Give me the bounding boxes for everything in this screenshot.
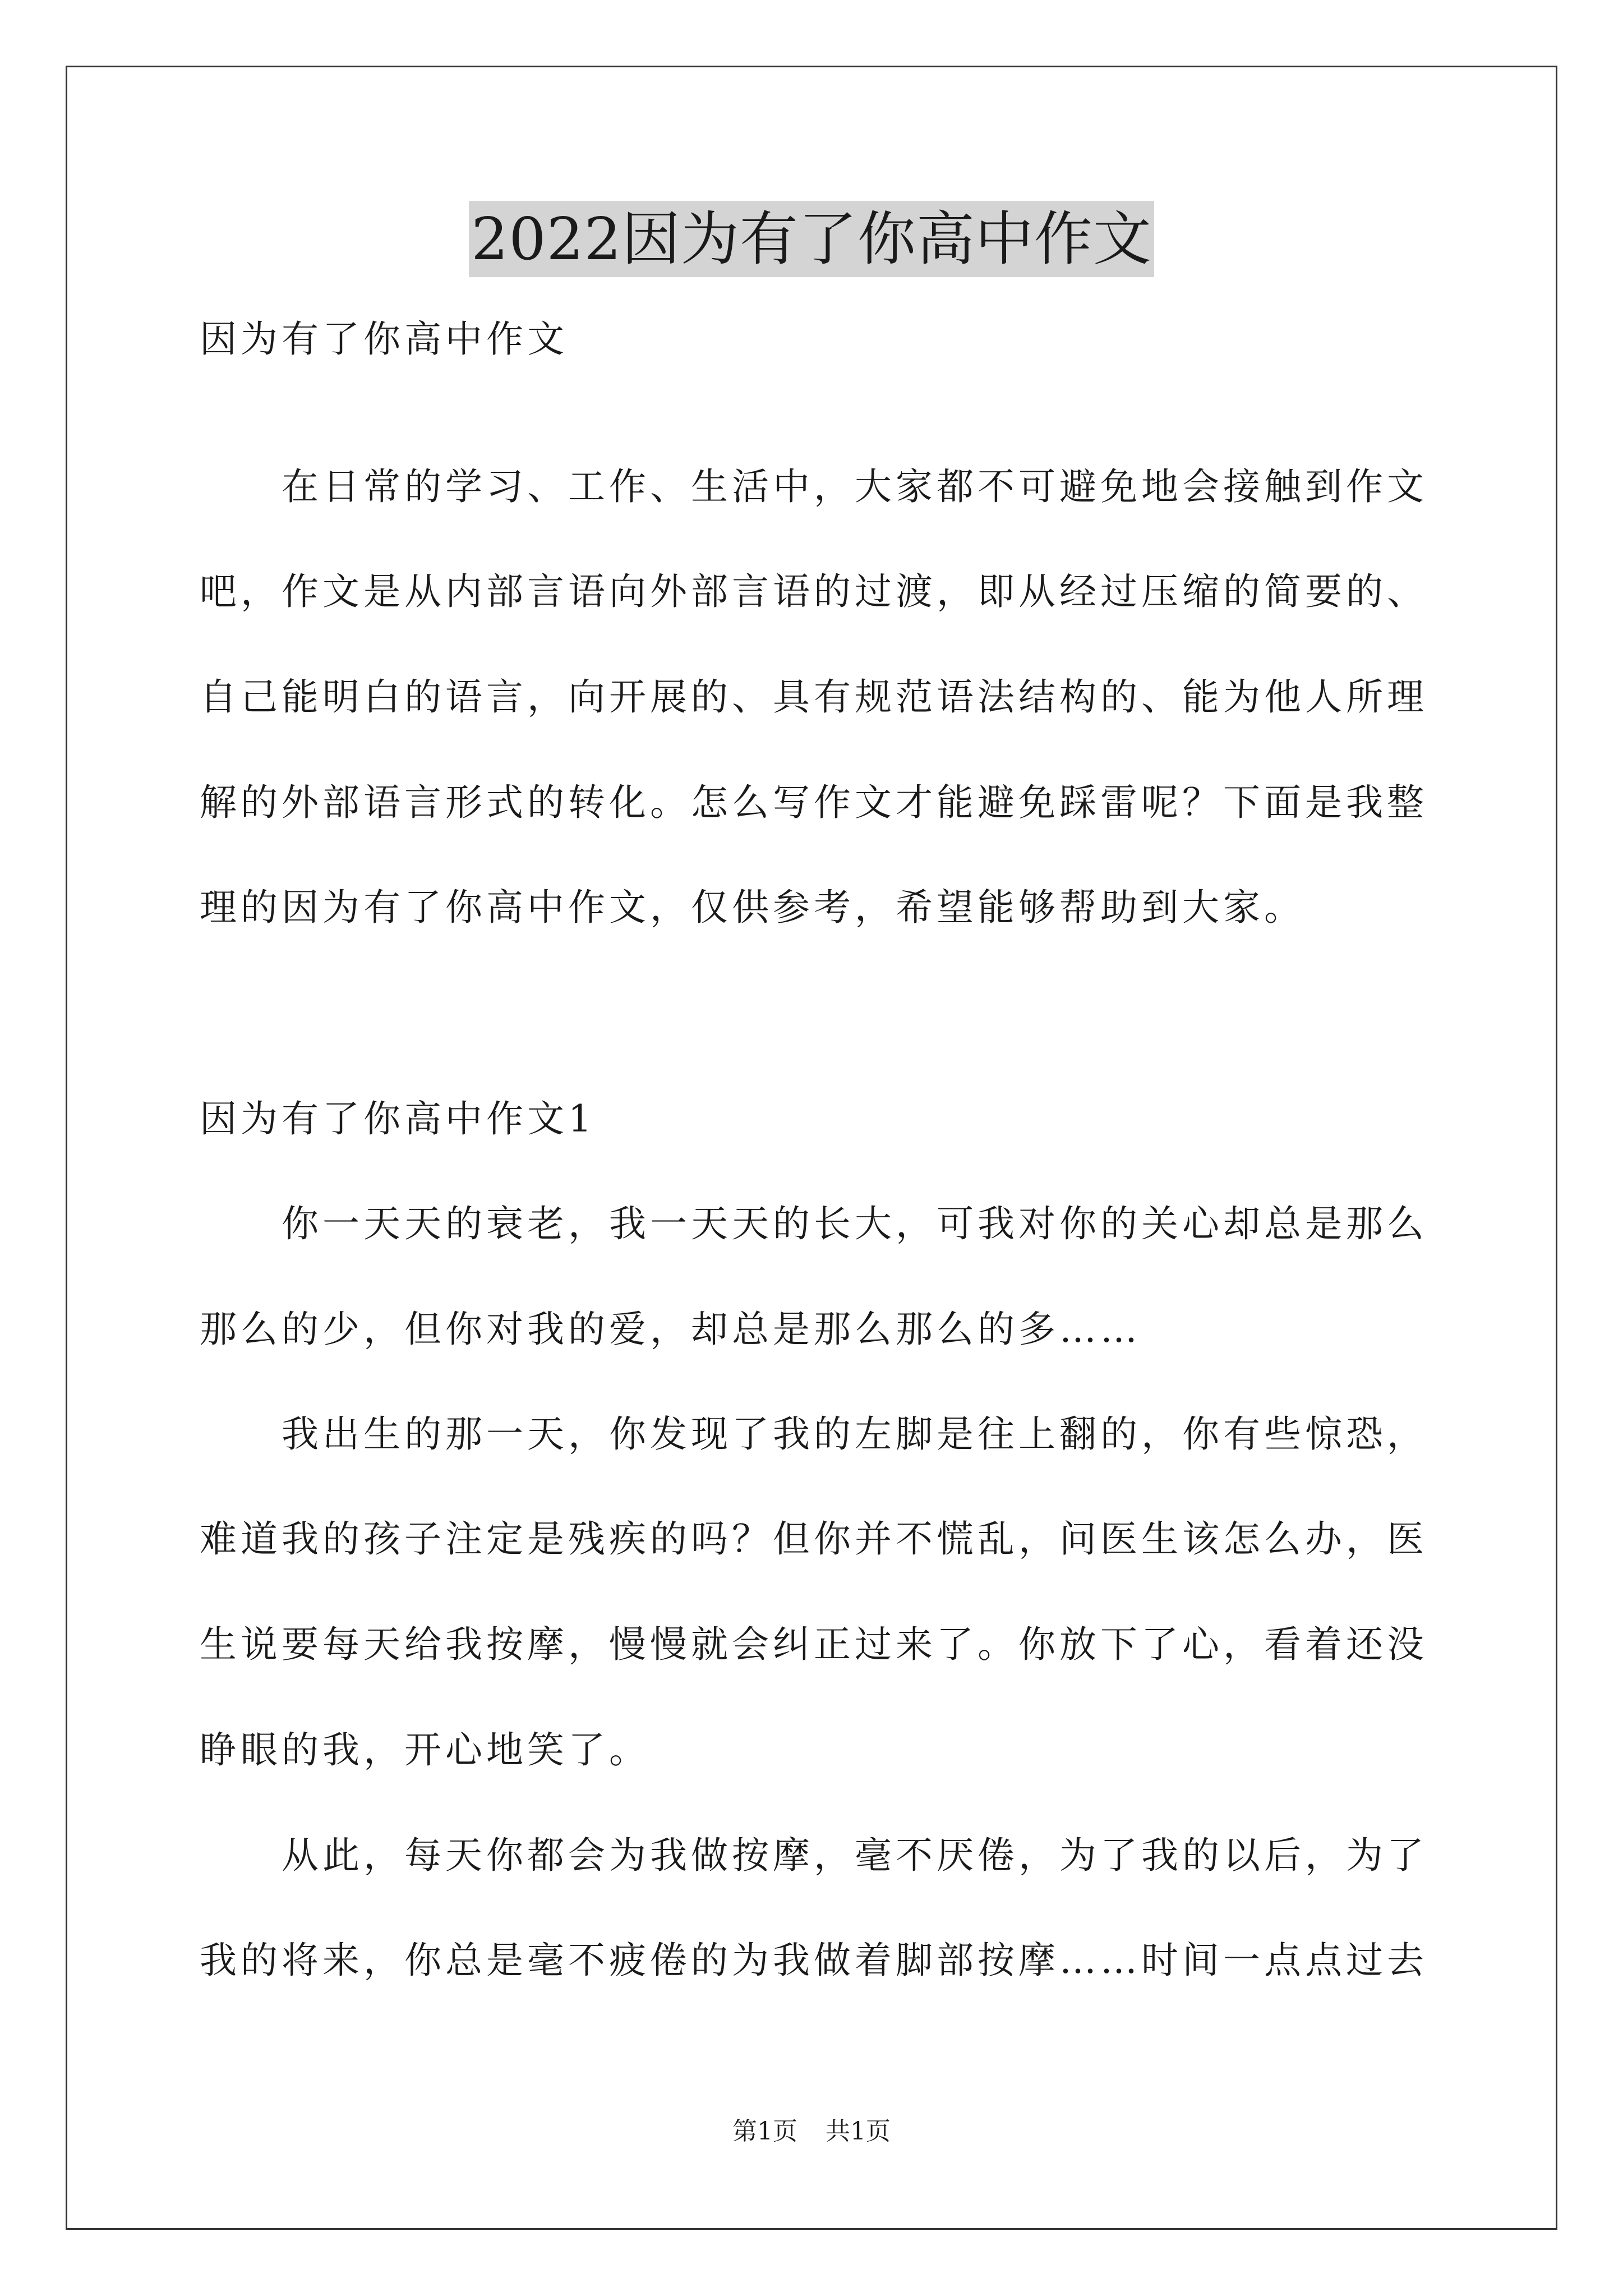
- title-wrap: [0, 201, 1623, 277]
- intro-line-2: 吧，作文是从内部言语向外部言语的过渡，即从经过压缩的简要的、: [200, 570, 1428, 613]
- intro-line-1: 在日常的学习、工作、生活中，大家都不可避免地会接触到作文: [282, 465, 1428, 508]
- p2-line-3: 生说要每天给我按摩，慢慢就会纠正过来了。你放下了心，看着还没: [200, 1623, 1428, 1666]
- p2-line-2: 难道我的孩子注定是残疾的吗？但你并不慌乱，问医生该怎么办，医: [200, 1517, 1428, 1561]
- page-number-total: 共1页: [826, 2117, 891, 2146]
- subtitle: 因为有了你高中作文: [200, 318, 568, 361]
- p1-line-1: 你一天天的衰老，我一天天的长大，可我对你的关心却总是那么: [282, 1202, 1428, 1245]
- p3-line-1: 从此，每天你都会为我做按摩，毫不厌倦，为了我的以后，为了: [282, 1834, 1428, 1877]
- page-footer: [0, 2116, 1623, 2147]
- p2-line-4: 睁眼的我，开心地笑了。: [200, 1728, 650, 1772]
- page-number-current: 第1页: [732, 2117, 797, 2146]
- intro-line-4: 解的外部语言形式的转化。怎么写作文才能避免踩雷呢？下面是我整: [200, 781, 1428, 824]
- p1-line-2: 那么的少，但你对我的爱，却总是那么那么的多……: [200, 1308, 1141, 1351]
- p2-line-1: 我出生的那一天，你发现了我的左脚是往上翻的，你有些惊恐，: [282, 1412, 1428, 1456]
- document-title: 2022因为有了你高中作文: [469, 201, 1154, 277]
- section-heading: 因为有了你高中作文1: [200, 1097, 596, 1140]
- p3-line-2: 我的将来，你总是毫不疲倦的为我做着脚部按摩……时间一点点过去: [200, 1939, 1428, 1982]
- intro-line-5: 理的因为有了你高中作文，仅供参考，希望能够帮助到大家。: [200, 886, 1305, 929]
- intro-line-3: 自己能明白的语言，向开展的、具有规范语法结构的、能为他人所理: [200, 675, 1428, 719]
- page-border: [66, 66, 1557, 2230]
